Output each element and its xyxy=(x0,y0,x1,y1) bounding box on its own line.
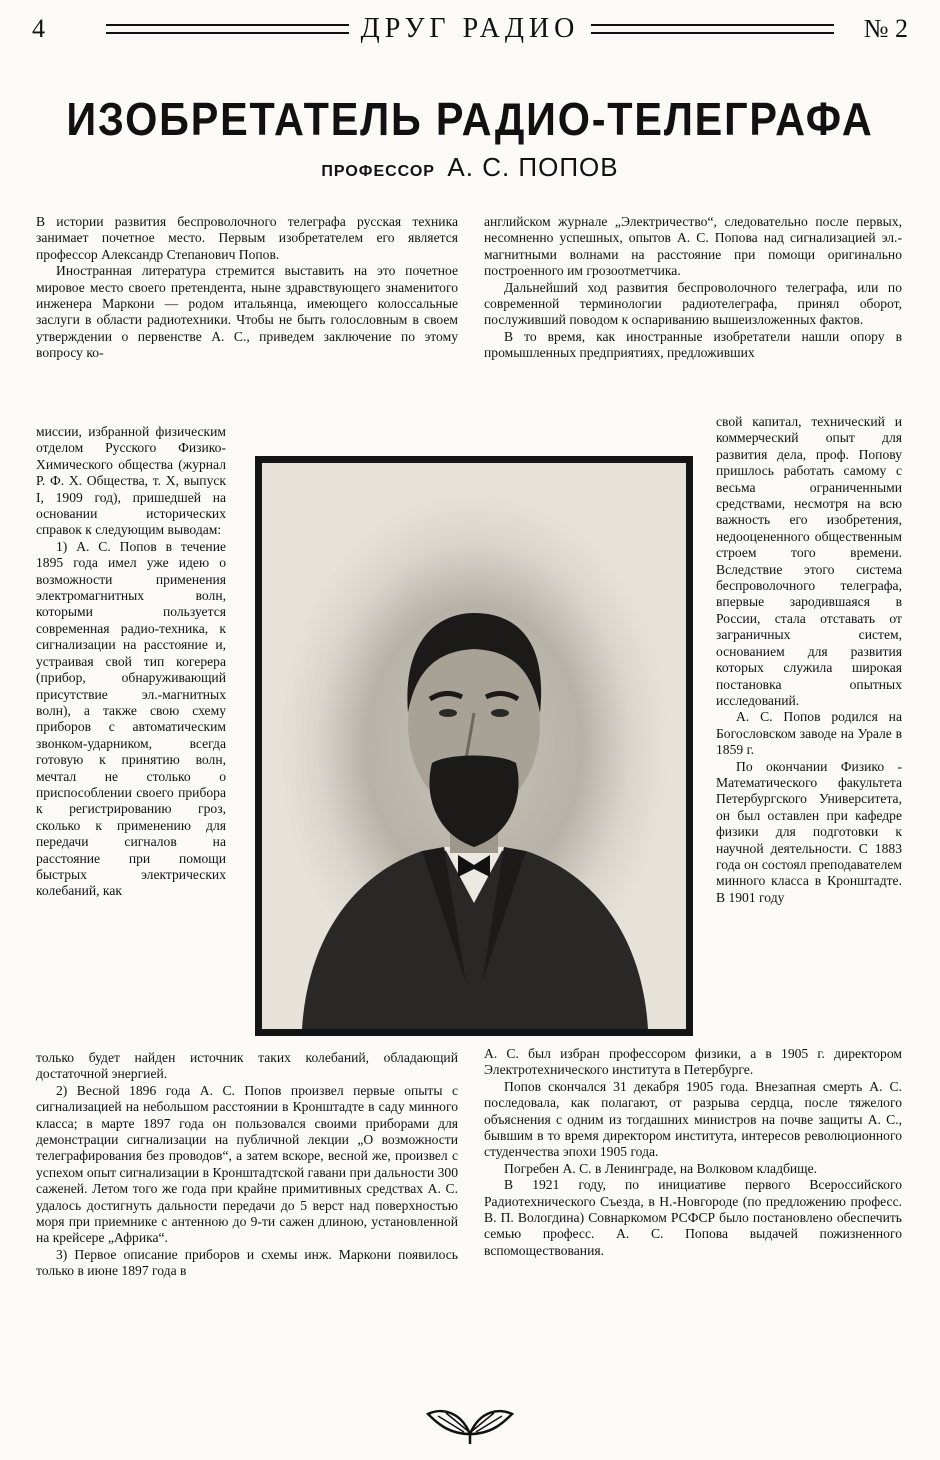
page-number: 4 xyxy=(32,14,45,43)
running-header xyxy=(32,12,908,46)
paragraph: свой капитал, технический и коммерческий опыт для развития дела, проф. Попову пришлось работать самому с весьма ограниченными средствами, несмотря на всю важность его изобретения, недооцененного общественным строем того времени. Вследствие этого система беспроволочного телеграфа, впервые зародившаяся в России, стала отставать от заграничных систем, основанием для развития которых служила широкая постановка опытных исследований. xyxy=(716,414,902,708)
subtitle-profession: ПРОФЕССОР xyxy=(321,163,435,180)
journal-title: ДРУГ РАДИО xyxy=(360,13,580,44)
paragraph: Иностранная литература стремится выставить на это почетное мировое место своего претендента, ныне здравствующего знаменитого инженера Маркони — родом итальянца, имеющего колоссальные заслуги в области радиотехники. Чтобы не быть голословным в своем утверждении о первенстве А. С., приведем заключение по этому вопросу ко- xyxy=(36,263,458,361)
issue-number: № 2 xyxy=(863,14,908,43)
paragraph: А. С. был избран профессором физики, а в 1905 г. директором Электротехнического института в Петербурге. xyxy=(484,1046,902,1078)
header-rule-right xyxy=(591,24,834,34)
article-title: ИЗОБРЕТАТЕЛЬ РАДИО-ТЕЛЕГРАФА xyxy=(66,93,874,145)
article-subtitle xyxy=(0,152,940,183)
paragraph: английском журнале „Электричество“, следовательно после первых, несомненно успешных, опытов А. С. Попова над сигнализацией эл.-магнитными волнами на расстояние при помощи оригинально построенного им грозоотметчика. xyxy=(484,214,902,279)
paragraph: 1) А. С. Попов в течение 1895 года имел уже идею о возможности применения электромагнитных волн, которыми пользуется современная радио-техника, к сигнализации на расстояние и, устраивая свой тип когерера (прибор, обнаруживающий присутствие эл.-магнитных волн), а также свою схему приборов с автоматическим звонком-ударником, всегда готовую к принятию волн, мечтал не столько о приспособлении своего прибора к регистрированию гроз, сколько к применению для передачи сигналов на расстояние при помощи быстрых электрических колебаний, как xyxy=(36,538,226,899)
ornament-icon xyxy=(424,1404,516,1446)
paragraph: 3) Первое описание приборов и схемы инж. Маркони появилось только в июне 1897 года в xyxy=(36,1246,458,1279)
journal-title-band xyxy=(106,13,834,45)
paragraph: А. С. Попов родился на Богословском заводе на Урале в 1859 г. xyxy=(716,709,902,758)
text-column-right-narrow xyxy=(716,414,902,1046)
paragraph: В истории развития беспроволочного телеграфа русская техника занимает почетное место. Первым изобретателем его является профессор Александр Степанович Попов. xyxy=(36,214,458,262)
paragraph: миссии, избранной физическим отделом Русского Физико-Химического общества (журнал Р. Ф. Х. Общества, т. X, выпуск I, 1909 год), пришедшей на основании исторических справок к следующим выводам: xyxy=(36,424,226,538)
portrait-image xyxy=(262,463,686,1029)
paragraph: только будет найден источник таких колебаний, обладающий достаточной энергией. xyxy=(36,1050,458,1082)
paragraph: Погребен А. С. в Ленинграде, на Волковом кладбище. xyxy=(504,1160,818,1176)
paragraph: Попов скончался 31 декабря 1905 года. Внезапная смерть А. С. последовала, как полагают, от разрыва сердца, после тяжелого объяснения с одним из тогдашних министров на почве защиты А. С., бывшим в то время директором института, интересов революционного студенчества эпохи 1905 года. xyxy=(484,1078,902,1160)
paragraph: Дальнейший ход развития беспроволочного телеграфа, или по современной терминологии радиотелеграфа, принял оборот, послуживший поводом к оспариванию вышеизложенных фактов. xyxy=(484,279,902,328)
text-column-left-top xyxy=(36,214,458,424)
text-column-left-bottom xyxy=(36,1050,458,1360)
paragraph: В 1921 году, по инициативе первого Всероссийского Радиотехнического Съезда, в Н.-Новгороде (по предложению професс. В. П. Вологдина) Совнаркомом РСФСР было постановлено обеспечить семью професс. А. С. Попова выдачей пожизненного вспомоществования. xyxy=(484,1177,902,1258)
text-column-right-top xyxy=(484,214,902,414)
text-column-left-narrow xyxy=(36,424,226,1056)
header-rule-left xyxy=(106,24,349,34)
paragraph: В то время, как иностранные изобретатели нашли опору в промышленных предприятиях, предложивших xyxy=(484,328,902,361)
paragraph: По окончании Физико - Математического факультета Петербургского Университета, он был оставлен при кафедре физики для подготовки к научной деятельности. С 1883 года он состоял преподавателем минного класса в Кронштадте. В 1901 году xyxy=(716,758,902,905)
portrait-photo xyxy=(255,456,693,1036)
subtitle-name: А. С. ПОПОВ xyxy=(447,152,619,182)
text-column-right-bottom xyxy=(484,1046,902,1360)
paragraph: 2) Весной 1896 года А. С. Попов произвел первые опыты с сигнализацией на небольшом расстоянии в Кронштадте в саду минного класса; в марте 1897 года он пользовался своими приборами для демонстрации сигнализации на публичной лекции „О возможности телеграфирования без проводов“, а затем вскоре, весной же, произвел с успехом опыт сигнализации в Кронштадтской гавани при дальности 300 саженей. Летом того же года при крайне примитивных средствах А. С. удалось достигнуть дальности передачи до 5 верст над поверхностью моря при приемнике с антенною до 9-ти сажен длиною, установленной на крейсере „Африка“. xyxy=(36,1082,458,1246)
